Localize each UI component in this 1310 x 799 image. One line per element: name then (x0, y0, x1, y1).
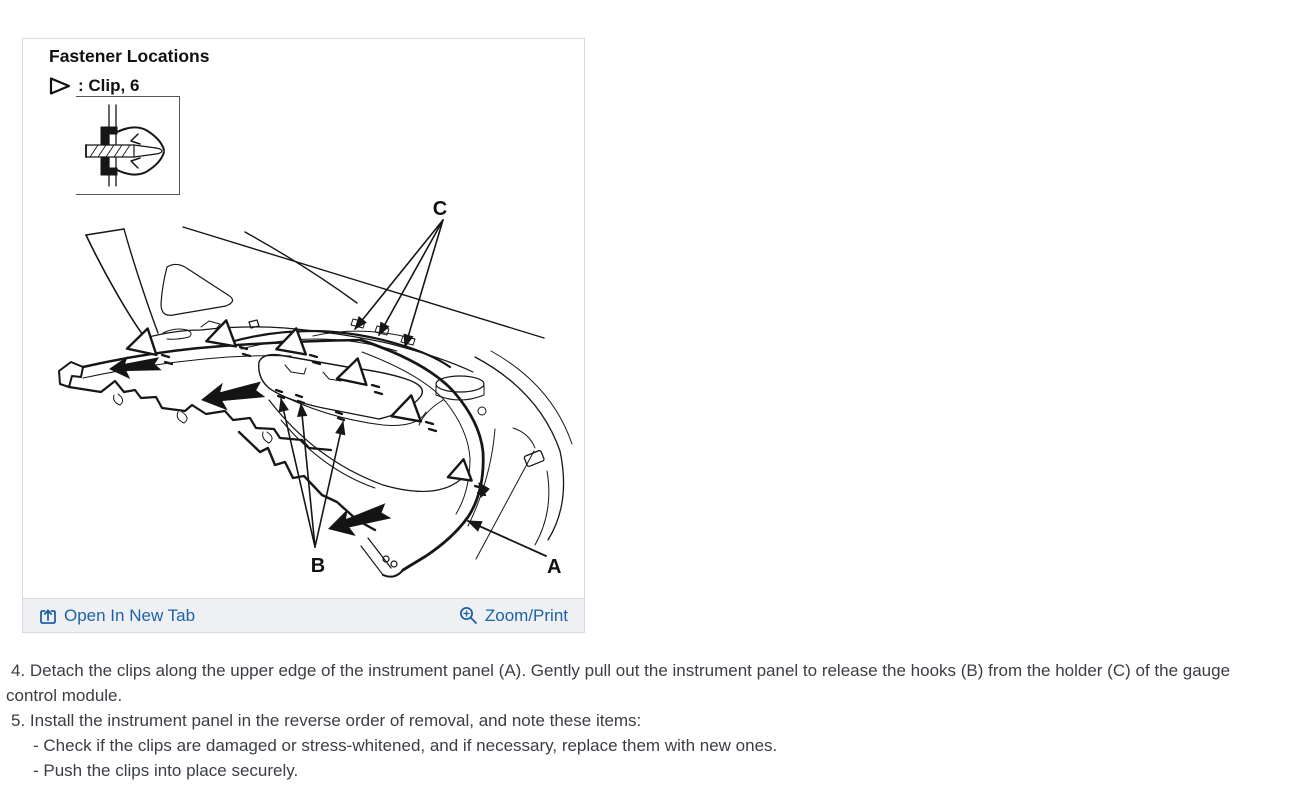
diagram-label-b: B (310, 555, 326, 577)
hook-arrow (108, 354, 162, 381)
clip-legend-label: : Clip, 6 (78, 76, 140, 95)
body-structure-lines (86, 227, 572, 559)
instruction-note-2: - Push the clips into place securely. (33, 761, 299, 780)
instrument-panel-diagram (23, 39, 584, 598)
hook-arrow (324, 499, 393, 543)
open-in-new-tab-link[interactable] (39, 606, 195, 626)
label-arrows (277, 220, 546, 556)
instruction-note-1: - Check if the clips are damaged or stress-whitened, and if necessary, replace them with new ones. (33, 736, 778, 755)
zoom-print-icon (459, 606, 478, 625)
clip-dash-marks (162, 347, 485, 495)
hook-arrow (199, 377, 266, 414)
open-in-new-tab-label: Open In New Tab (64, 605, 196, 625)
figure-footer (23, 598, 584, 632)
diagram-label-a: A (547, 556, 562, 578)
zoom-print-label: Zoom/Print (484, 605, 568, 625)
instrument-panel-outline (59, 340, 483, 577)
instruction-step-5: 5. Install the instrument panel in the reverse order of removal, and note these items: (11, 711, 642, 730)
figure-card (22, 38, 585, 633)
diagram-label-c: C (432, 198, 448, 220)
zoom-print-link[interactable] (459, 606, 568, 626)
figure-canvas (23, 39, 584, 598)
open-in-new-tab-icon (39, 607, 57, 625)
figure-title: Fastener Locations (49, 46, 210, 66)
instruction-step-4: 4. Detach the clips along the upper edge of the instrument panel (A). Gently pull out the instrument panel to release the hooks (B) from the holder (C) of the gauge control module. (6, 661, 1231, 705)
instructions (6, 658, 1258, 783)
